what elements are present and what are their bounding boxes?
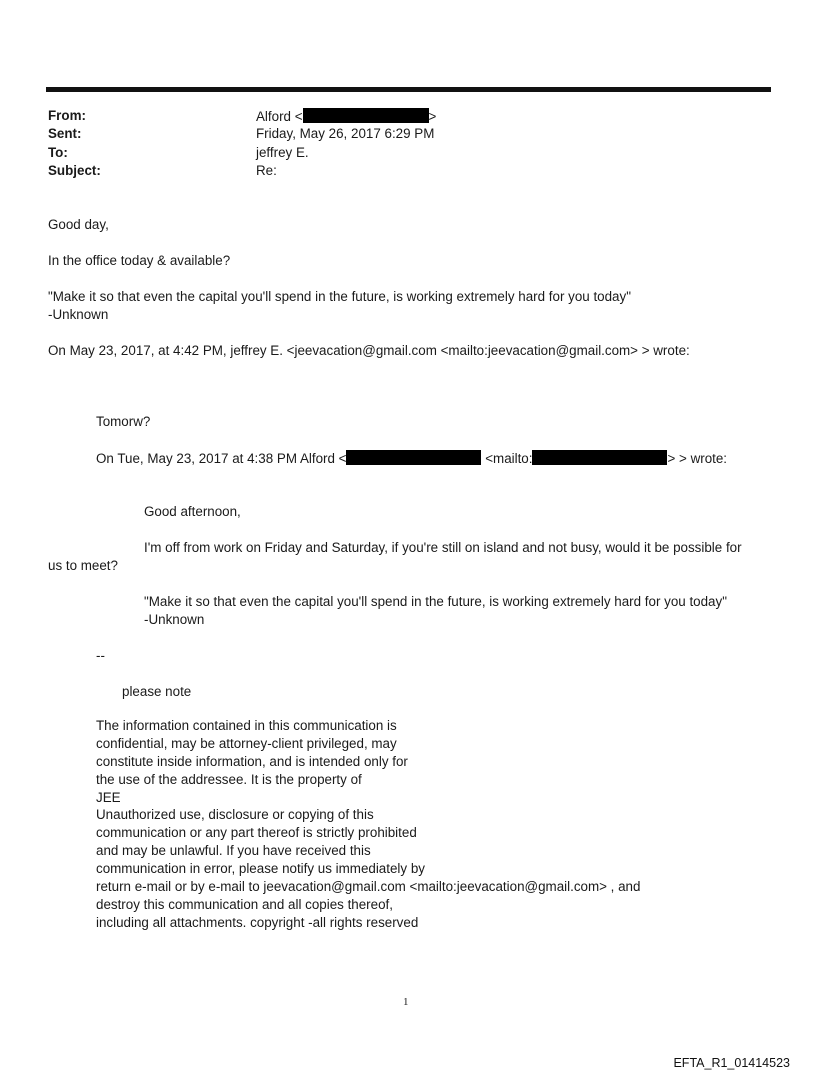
subject-value: Re: (256, 163, 277, 178)
disclaimer-line: including all attachments. copyright -all rights reserved (96, 914, 419, 930)
disclaimer-line: The information contained in this communication is (96, 718, 397, 733)
quote-attribution: -Unknown (48, 307, 109, 322)
disclaimer-line: the use of the addressee. It is the property of (96, 771, 362, 787)
quoted-header-mailto: <mailto: (485, 451, 533, 466)
quote-line: "Make it so that even the capital you'll spend in the future, is working extremely hard for you today" (48, 289, 631, 304)
sent-label: Sent: (48, 126, 82, 141)
disclaimer-line: return e-mail or by e-mail to jeevacation@gmail.com <mailto:jeevacation@gmail.com> , and (96, 879, 641, 895)
redaction-box (532, 450, 667, 465)
quoted-reply-header (96, 450, 727, 466)
quoted-header-suffix: > > wrote: (667, 451, 728, 466)
from-value (256, 108, 436, 124)
greeting: Good day, (48, 217, 109, 232)
quoted-reply-text: Tomorw? (96, 414, 151, 429)
reply-header: On May 23, 2017, at 4:42 PM, jeffrey E. <jeevacation@gmail.com <mailto:jeevacation@gmail.com> > wrote: (48, 343, 690, 358)
disclaimer-line: destroy this communication and all copies thereof, (96, 896, 393, 912)
header-rule (46, 87, 771, 92)
disclaimer-line: constitute inside information, and is intended only for (96, 753, 408, 769)
redaction-box (303, 108, 429, 123)
nested-quote-line: "Make it so that even the capital you'll spend in the future, is working extremely hard for you today" (144, 594, 727, 609)
disclaimer-line: communication or any part thereof is strictly prohibited (96, 825, 417, 841)
sent-value: Friday, May 26, 2017 6:29 PM (256, 126, 435, 141)
to-label: To: (48, 145, 68, 160)
bates-number: EFTA_R1_01414523 (673, 1056, 790, 1070)
from-label: From: (48, 108, 86, 123)
quoted-header-prefix: On Tue, May 23, 2017 at 4:38 PM Alford < (96, 451, 347, 466)
from-close: > (428, 109, 437, 124)
question: In the office today & available? (48, 253, 231, 268)
page-number: 1 (403, 996, 409, 1008)
redaction-box (346, 450, 481, 465)
nested-line-2: us to meet? (48, 558, 118, 573)
to-value: jeffrey E. (256, 145, 309, 160)
from-name: Alford < (256, 109, 303, 124)
signature-note: please note (122, 684, 192, 699)
nested-greeting: Good afternoon, (144, 504, 241, 519)
subject-label: Subject: (48, 163, 101, 178)
disclaimer-line: Unauthorized use, disclosure or copying of this (96, 807, 374, 823)
disclaimer-line: communication in error, please notify us immediately by (96, 861, 425, 877)
nested-line-1: I'm off from work on Friday and Saturday, if you're still on island and not busy, would it be possible for (144, 540, 742, 555)
disclaimer-line: and may be unlawful. If you have received this (96, 843, 371, 859)
disclaimer-line: confidential, may be attorney-client privileged, may (96, 735, 397, 751)
disclaimer-line: JEE (96, 789, 121, 805)
confidentiality-disclaimer (96, 717, 640, 932)
signature-dashes: -- (96, 648, 105, 663)
nested-quote-attribution: -Unknown (144, 612, 205, 627)
